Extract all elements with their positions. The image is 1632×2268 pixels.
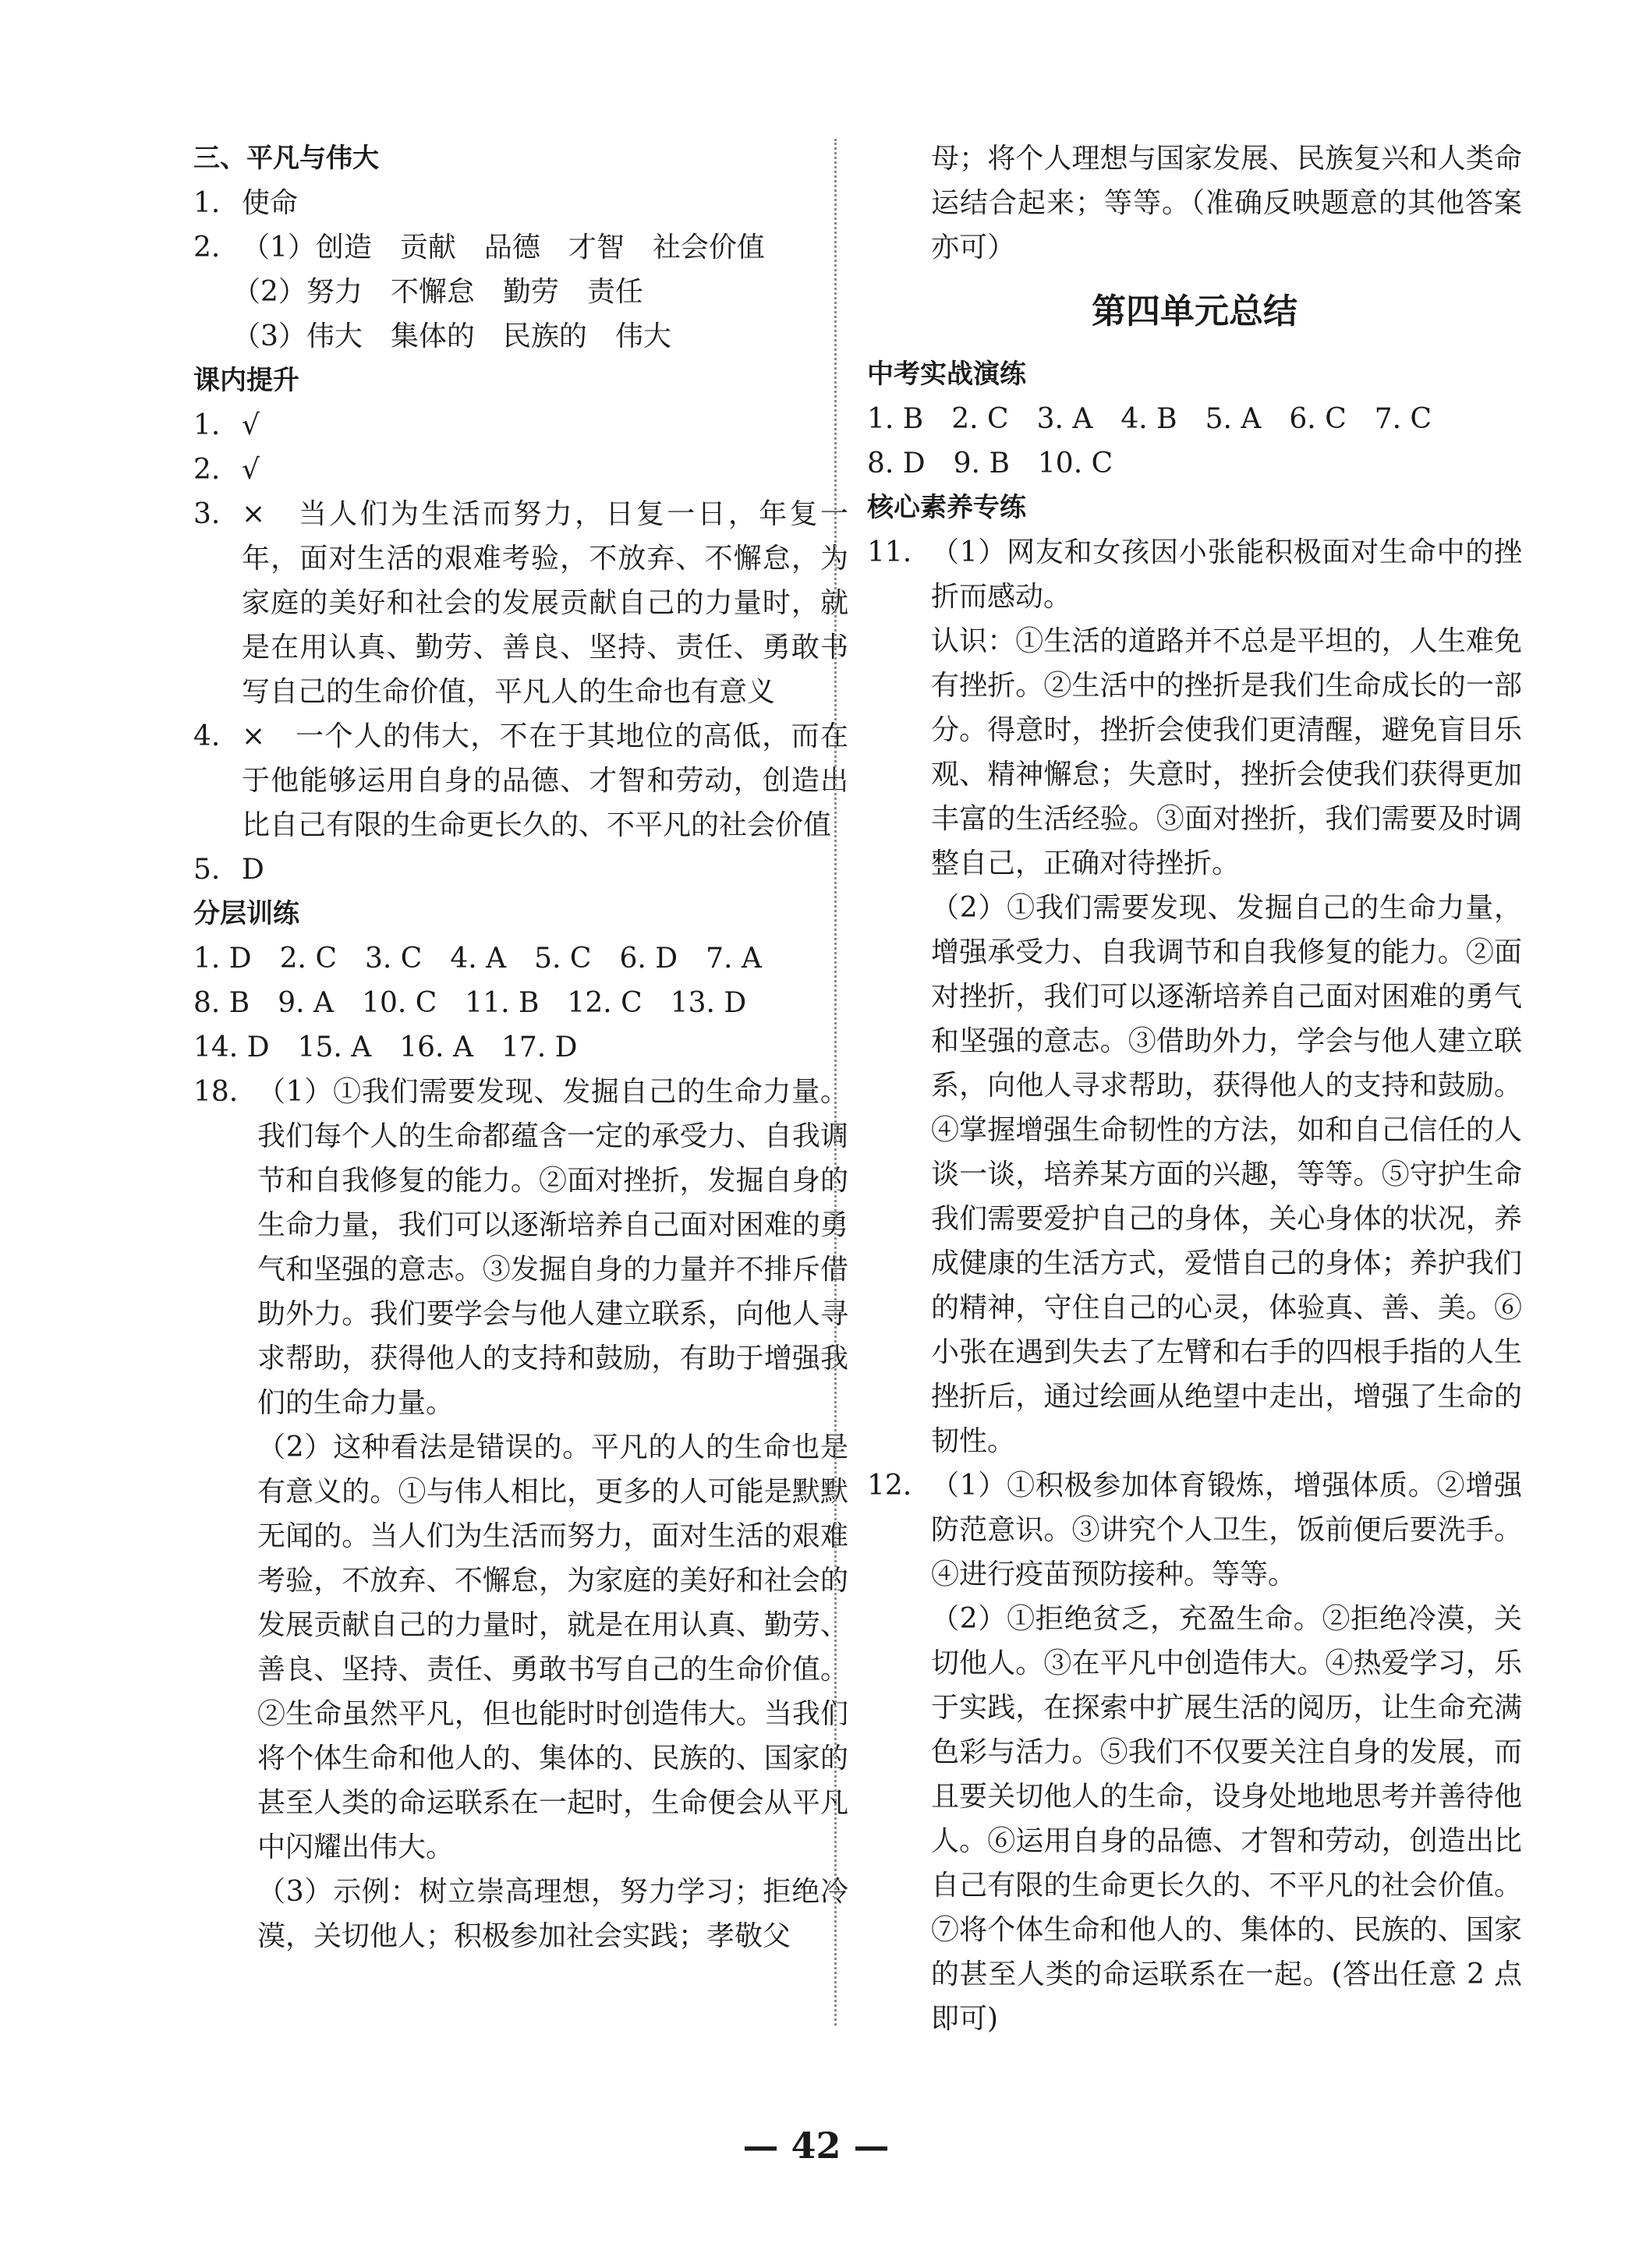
unit-title: 第四单元总结	[1092, 292, 1297, 331]
answer-paragraph: （1）①积极参加体育锻炼，增强体质。②增强防范意识。③讲究个人卫生，饭前便后要洗手。④进行疫苗预防接种。等等。	[931, 1470, 1522, 1590]
section-heading: 核心素养专练	[867, 492, 1026, 523]
left-column	[193, 136, 848, 1958]
choice-answers-line: 8. B 9. A 10. C 11. B 12. C 13. D	[193, 987, 747, 1019]
choice-answers-line: 1. D 2. C 3. C 4. A 5. C 6. D 7. A	[193, 943, 762, 975]
answer-item	[193, 492, 848, 714]
item-text: √	[242, 409, 260, 441]
item-number: 1.	[193, 409, 221, 441]
item-number: 1.	[193, 187, 221, 219]
answer-item	[193, 714, 848, 847]
section-heading: 分层训练	[193, 898, 299, 929]
answer-item	[193, 847, 848, 892]
item-text: √	[242, 454, 260, 486]
answer-paragraph: 认识：①生活的道路并不总是平坦的，人生难免有挫折。②生活中的挫折是我们生命成长的一部分。得意时，挫折会使我们更清醒，避免盲目乐观、精神懈怠；失意时，挫折会使我们获得更加丰富的生活经验。③面对挫折，我们需要及时调整自己，正确对待挫折。	[931, 625, 1522, 879]
answer-item	[867, 530, 1522, 1463]
answer-paragraph: （1）①我们需要发现、发掘自己的生命力量。我们每个人的生命都蕴含一定的承受力、自我调节和自我修复的能力。②面对挫折，发掘自身的生命力量，我们可以逐渐培养自己面对困难的勇气和坚强的意志。③发掘自身的力量并不排斥借助外力。我们要学会与他人建立联系，向他人寻求帮助，获得他人的支持和鼓励，有助于增强我们的生命力量。	[257, 1076, 848, 1419]
item-number: 11.	[867, 536, 912, 568]
answer-paragraph: （2）①拒绝贫乏，充盈生命。②拒绝冷漠，关切他人。③在平凡中创造伟大。④热爱学习，乐于实践，在探索中扩展生活的阅历，让生命充满色彩与活力。⑤我们不仅要关注自身的发展，而且要关切他人的生命，设身处地地思考并善待他人。⑥运用自身的品德、才智和劳动，创造出比自己有限的生命更长久的、不平凡的社会价值。⑦将个体生命和他人的、集体的、民族的、国家的甚至人类的命运联系在一起。(答出任意 2 点即可)	[931, 1603, 1522, 2035]
page-number: — 42 —	[742, 2125, 890, 2167]
item-text: × 一个人的伟大，不在于其地位的高低，而在于他能够运用自身的品德、才智和劳动，创造出比自己有限的生命更长久的、不平凡的社会价值	[242, 720, 848, 841]
answer-item	[193, 181, 848, 225]
choice-answers-line: 1. B 2. C 3. A 4. B 5. A 6. C 7. C	[867, 403, 1432, 435]
item-number: 5.	[193, 854, 221, 886]
item-text: （1）创造 贡献 品德 才智 社会价值	[242, 232, 765, 264]
item-number: 18.	[193, 1076, 239, 1108]
sub-answer: （3）伟大 集体的 民族的 伟大	[232, 320, 671, 352]
section-heading: 课内提升	[193, 365, 299, 396]
answer-item	[193, 403, 848, 448]
item-body	[257, 1070, 848, 1958]
item-number: 2.	[193, 232, 221, 264]
answer-paragraph: （2）这种看法是错误的。平凡的人的生命也是有意义的。①与伟人相比，更多的人可能是默默无闻的。当人们为生活而努力，面对生活的艰难考验，不放弃、不懈怠，为家庭的美好和社会的发展贡献自己的力量时，就是在用认真、勤劳、善良、坚持、责任、勇敢书写自己的生命价值。②生命虽然平凡，但也能时时创造伟大。当我们将个体生命和他人的、集体的、民族的、国家的甚至人类的命运联系在一起时，生命便会从平凡中闪耀出伟大。	[257, 1431, 848, 1863]
item-text: 使命	[242, 187, 299, 219]
answer-item	[193, 448, 848, 492]
column-divider	[834, 139, 837, 2026]
answer-item	[193, 1070, 848, 1958]
continued-answer: 母；将个人理想与国家发展、民族复兴和人类命运结合起来；等等。（准确反映题意的其他答案亦可）	[931, 143, 1522, 264]
item-number: 4.	[193, 720, 221, 752]
answer-paragraph: （2）①我们需要发现、发掘自己的生命力量，增强承受力、自我调节和自我修复的能力。②面对挫折，我们可以逐渐培养自己面对困难的勇气和坚强的意志。③借助外力，学会与他人建立联系，向他人寻求帮助，获得他人的支持和鼓励。④掌握增强生命韧性的方法，如和自己信任的人谈一谈，培养某方面的兴趣，等等。⑤守护生命我们需要爱护自己的身体，关心身体的状况，养成健康的生活方式，爱惜自己的身体；养护我们的精神，守住自己的心灵，体验真、善、美。⑥小张在遇到失去了左臂和右手的四根手指的人生挫折后，通过绘画从绝望中走出，增强了生命的韧性。	[931, 892, 1522, 1457]
choice-answers-line: 8. D 9. B 10. C	[867, 448, 1113, 479]
item-number: 2.	[193, 454, 221, 486]
section-heading: 三、平凡与伟大	[193, 143, 379, 174]
item-number: 12.	[867, 1470, 912, 1502]
answer-item	[867, 1463, 1522, 2041]
answer-paragraph: （1）网友和女孩因小张能积极面对生命中的挫折而感动。	[931, 536, 1522, 613]
item-text: × 当人们为生活而努力，日复一日，年复一年，面对生活的艰难考验，不放弃、不懈怠，为家庭的美好和社会的发展贡献自己的力量时，就是在用认真、勤劳、善良、坚持、责任、勇敢书写自己的生命价值，平凡人的生命也有意义	[242, 498, 848, 708]
section-heading: 中考实战演练	[867, 359, 1026, 390]
item-body	[931, 530, 1522, 1463]
answer-item	[193, 225, 848, 270]
choice-answers-line: 14. D 15. A 16. A 17. D	[193, 1031, 578, 1063]
item-number: 3.	[193, 498, 221, 530]
sub-answer: （2）努力 不懈怠 勤劳 责任	[232, 276, 643, 308]
right-column	[867, 136, 1522, 2041]
item-body	[931, 1463, 1522, 2041]
answer-paragraph: （3）示例：树立崇高理想，努力学习；拒绝冷漠，关切他人；积极参加社会实践；孝敬父	[257, 1876, 848, 1952]
item-text: D	[242, 854, 264, 886]
